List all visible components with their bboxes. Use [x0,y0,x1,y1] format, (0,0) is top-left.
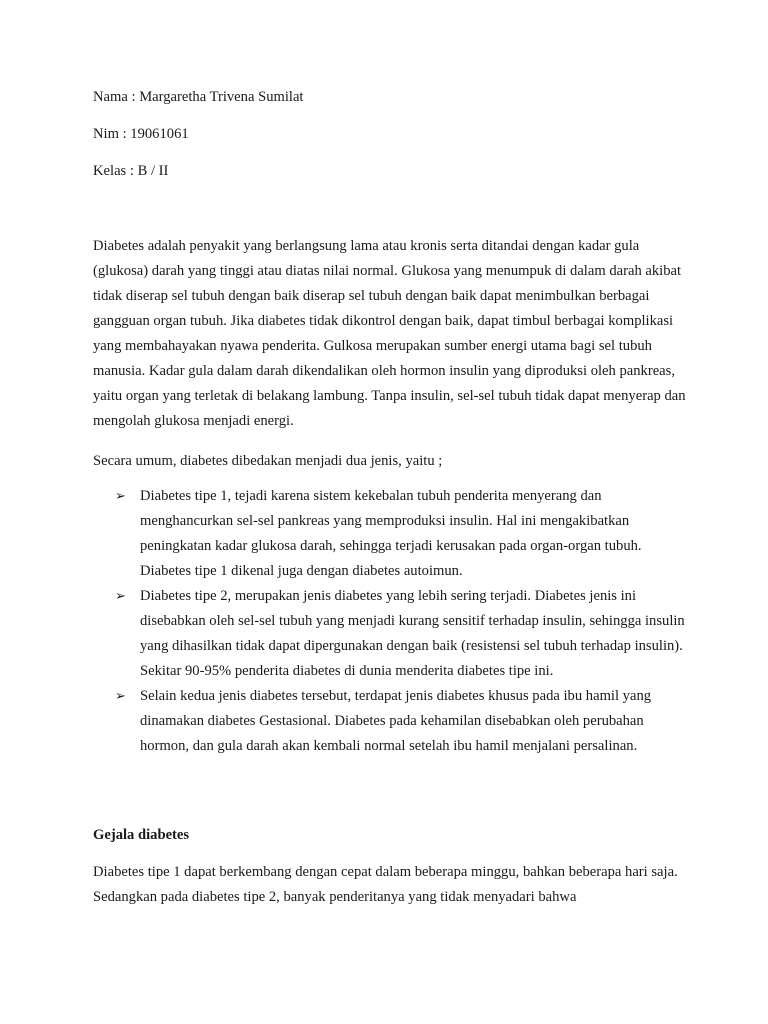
list-item-text: Diabetes tipe 2, merupakan jenis diabetes yang lebih sering terjadi. Diabetes jenis ini disebabkan oleh sel-sel tubuh yang menjadi kurang sensitif terhadap insulin, sehingga insulin yang dihasilkan tidak dapat dipergunakan dengan baik (resistensi sel tubuh terhadap insulin). Sekitar 90-95% penderita diabetes di dunia menderita diabetes tipe ini. [140,588,685,679]
symptoms-paragraph-text: Diabetes tipe 1 dapat berkembang dengan cepat dalam beberapa minggu, bahkan beberapa hari saja. Sedangkan pada diabetes tipe 2, banyak penderitanya yang tidak menyadari bahwa [93,864,678,905]
list-item [93,684,693,759]
student-nim: Nim : 19061061 [93,126,189,142]
list-item [93,484,693,584]
arrow-bullet-icon: ➢ [115,689,126,704]
arrow-bullet-icon: ➢ [115,589,126,604]
section-heading: Gejala diabetes [93,827,190,843]
diabetes-types-list [93,484,693,759]
list-item-text: Selain kedua jenis diabetes tersebut, terdapat jenis diabetes khusus pada ibu hamil yang dinamakan diabetes Gestasional. Diabetes pada kehamilan disebabkan oleh perubahan hormon, dan gula darah akan kembali normal setelah ibu hamil menjalani persalinan. [140,688,652,754]
intro-paragraph [93,234,693,434]
student-class: Kelas : B / II [93,163,169,179]
types-intro-text: Secara umum, diabetes dibedakan menjadi dua jenis, yaitu ; [93,453,443,469]
intro-paragraph-text: Diabetes adalah penyakit yang berlangsung lama atau kronis serta ditandai dengan kadar gula (glukosa) darah yang tinggi atau diatas nilai normal. Glukosa yang menumpuk di dalam darah akibat tidak diserap sel tubuh dengan baik diserap sel tubuh dengan baik dapat menimbulkan berbagai gangguan organ tubuh. Jika diabetes tidak dikontrol dengan baik, dapat timbul berbagai komplikasi yang membahayakan nyawa penderita. Gulkosa merupakan sumber energi utama bagi sel tubuh manusia. Kadar gula dalam darah dikendalikan oleh hormon insulin yang diproduksi oleh pankreas, yaitu organ yang terletak di belakang lambung. Tanpa insulin, sel-sel tubuh tidak dapat menyerap dan mengolah glukosa menjadi energi. [93,238,686,429]
list-item [93,584,693,684]
symptoms-paragraph [93,860,693,910]
student-name: Nama : Margaretha Trivena Sumilat [93,89,304,105]
arrow-bullet-icon: ➢ [115,489,126,504]
list-item-text: Diabetes tipe 1, tejadi karena sistem kekebalan tubuh penderita menyerang dan menghancurkan sel-sel pankreas yang memproduksi insulin. Hal ini mengakibatkan peningkatan kadar glukosa darah, sehingga terjadi kerusakan pada organ-organ tubuh. Diabetes tipe 1 dikenal juga dengan diabetes autoimun. [140,488,642,579]
types-intro [93,449,693,474]
